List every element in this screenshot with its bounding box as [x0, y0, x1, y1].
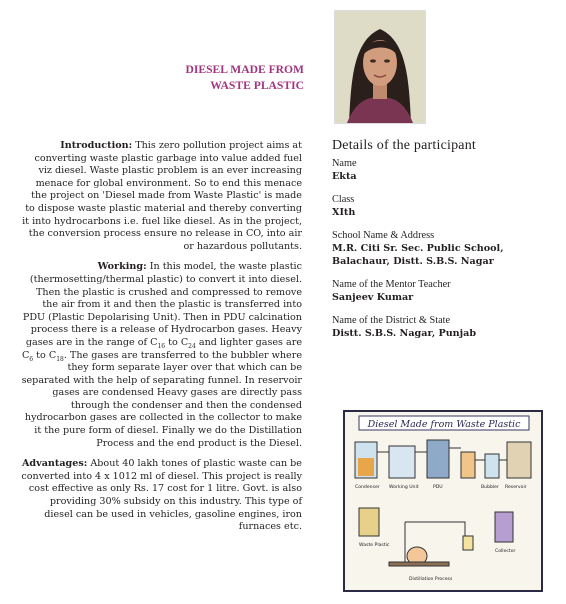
drawing-label: Bubbler — [481, 485, 499, 490]
advantages-label: Advantages: — [21, 458, 88, 470]
introduction-text: This zero pollution project aims at converting waste plastic garbage into value added fuel viz diesel. Waste plastic problem is an ever increasing menace for global environment. So to end this menace the project on 'Diesel made from Waste Plastic' is made to dispose waste plastic material and thereby converting it into hydrocarbons i.e. fuel like diesel. As in the project, the conversion process ensure no release in CO, into air or hazardous pollutants. — [22, 140, 302, 252]
participant-portrait-image — [335, 11, 425, 123]
advantages-text: About 40 lakh tones of plastic waste can be converted into 4 x 1012 ml of diesel. This project is really cost effective as only Rs. 17 cost for 1 litre. Govt. is also providing 30% subsidy on this industry. This type of diesel can be used in vehicles, gasoline engines, iron furnaces etc. — [21, 458, 302, 533]
project-description — [20, 140, 302, 542]
school-field — [332, 230, 556, 268]
district-value: Distt. S.B.S. Nagar, Punjab — [332, 327, 477, 339]
class-label: Class — [332, 194, 355, 206]
drawing-label: Condenser — [355, 485, 380, 490]
drawing-label: Reservoir — [505, 485, 527, 490]
drawing-label: Collector — [495, 549, 516, 554]
participant-photo — [334, 10, 426, 124]
drawing-title: Diesel Made from Waste Plastic — [367, 419, 521, 430]
name-field — [332, 158, 556, 183]
school-label: School Name & Address — [332, 230, 435, 242]
introduction-label: Introduction: — [60, 140, 133, 151]
working-text: and lighter gases are C — [21, 336, 302, 361]
mentor-field — [332, 279, 556, 304]
drawing-label: Working Unit — [389, 485, 419, 490]
class-field — [332, 194, 556, 219]
working-paragraph — [20, 261, 302, 450]
mentor-value: Sanjeev Kumar — [332, 291, 414, 303]
working-sub: 18 — [56, 355, 64, 363]
district-label: Name of the District & State — [332, 315, 451, 327]
model-drawing-image — [345, 412, 541, 590]
details-heading: Details of the participant — [332, 138, 476, 153]
school-value: M.R. Citi Sr. Sec. Public School, Balachaur, Distt. S.B.S. Nagar — [332, 242, 504, 267]
project-title: DIESEL MADE FROM WASTE PLASTIC — [185, 63, 304, 92]
working-label: Working: — [97, 261, 147, 273]
advantages-paragraph — [20, 458, 302, 534]
mentor-label: Name of the Mentor Teacher — [332, 279, 451, 291]
working-text: to C — [165, 336, 189, 348]
drawing-label: Distillation Process — [409, 577, 453, 582]
working-sub: 24 — [188, 342, 196, 350]
working-sub: 16 — [157, 342, 166, 350]
class-value: XIth — [332, 206, 356, 218]
name-label: Name — [332, 158, 357, 169]
working-text: . The gases are transferred to the bubbler where they form separate layer over that which can be separated with the help of separating funnel. In reservoir gases are condensed Heavy gases are directly pass through the condenser and then the condensed hydrocarbon gases are collected in the collector to make it the pure form of diesel. Finally we do the Distillation Process and the end product is the Diesel. — [21, 349, 302, 449]
project-model-drawing — [343, 410, 543, 592]
drawing-label: Waste Plastic — [359, 543, 390, 548]
district-field — [332, 315, 556, 340]
working-text: In this model, the waste plastic (thermosetting/thermal plastic) to convert it into diesel. Then the plastic is crushed and compressed to remove the air from it and then the plastic is transferred into PDU (Plastic Depolarising Unit). Then in PDU calcination process there is a release of Hydrocarbon gases. Heavy gases are in the range of C — [22, 261, 302, 348]
working-text: to C — [33, 349, 57, 361]
drawing-label: PDU — [433, 485, 443, 490]
working-sub: 6 — [29, 355, 34, 363]
name-value: Ekta — [332, 170, 357, 182]
introduction-paragraph — [20, 140, 302, 253]
participant-details — [332, 138, 556, 352]
